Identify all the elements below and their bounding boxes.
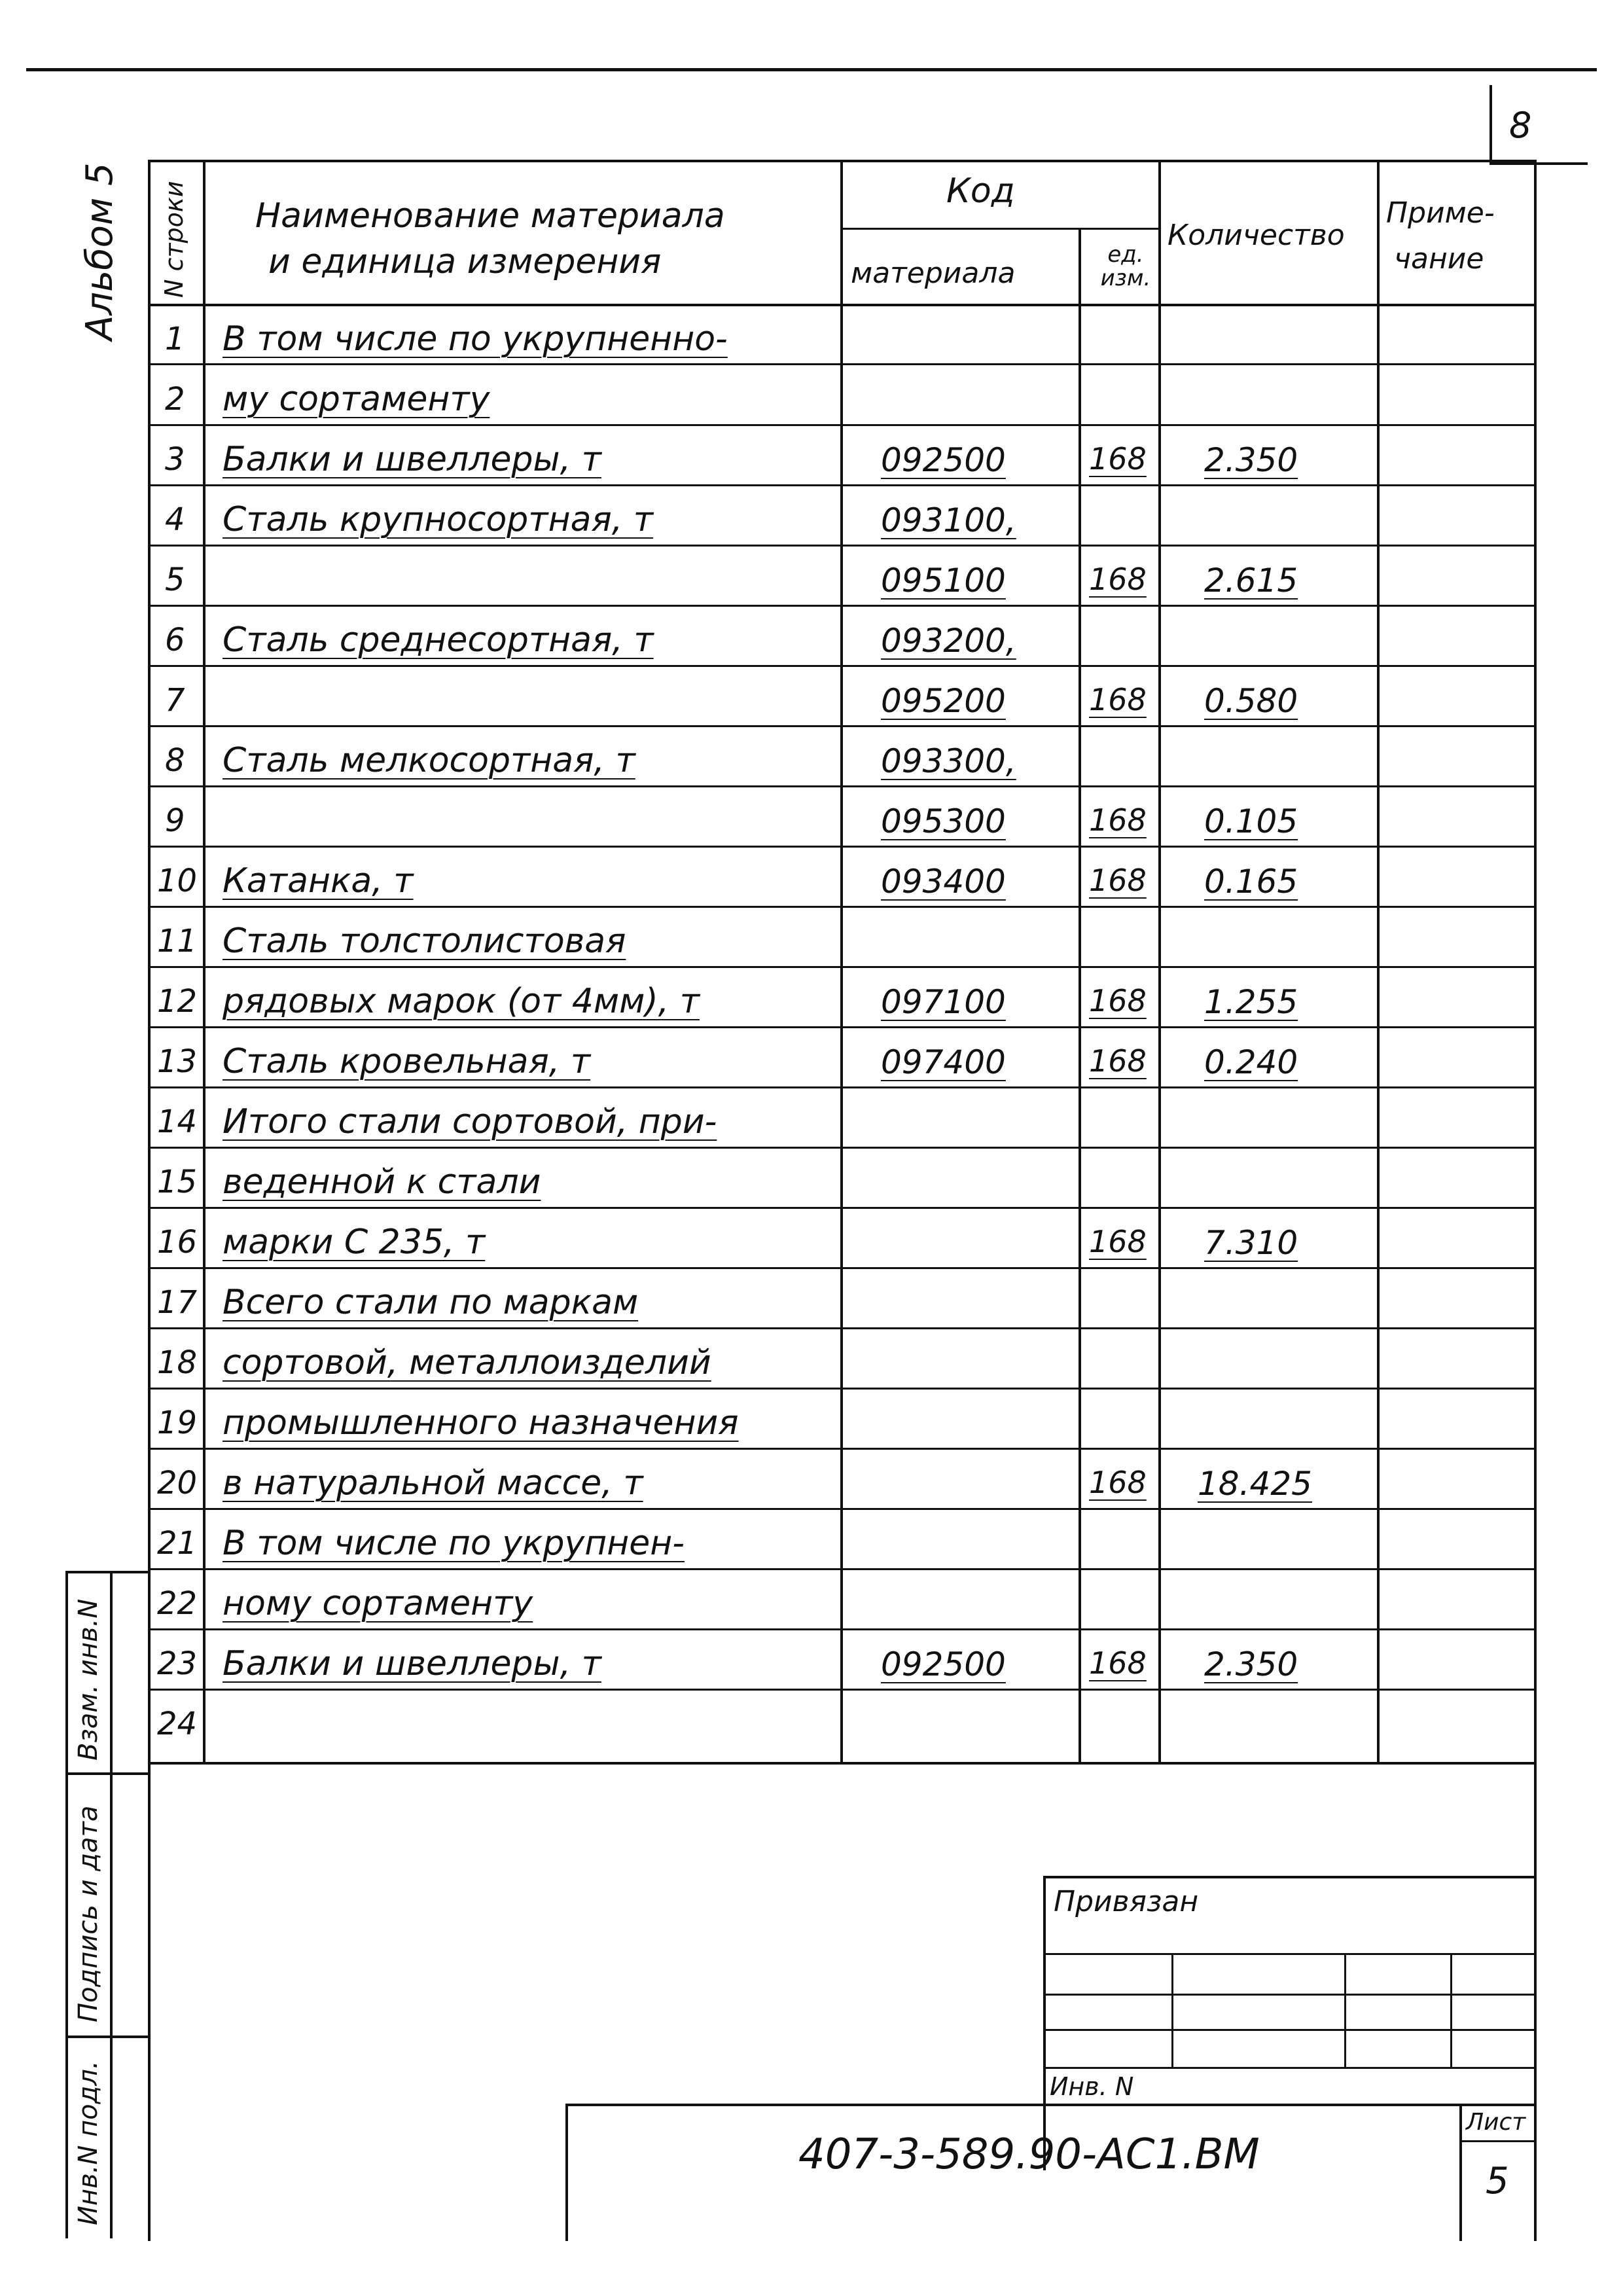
material-code: 093100, (881, 501, 1016, 539)
row-line (148, 1267, 1535, 1269)
row-line (148, 966, 1535, 968)
row-number: 14 (157, 1103, 198, 1140)
material-name: марки С 235, т (223, 1223, 486, 1262)
row-line (148, 665, 1535, 667)
material-code: 092500 (881, 441, 1006, 479)
side-podpis-data: Подпись и дата (73, 1805, 103, 2022)
privyazan-col1 (1171, 1953, 1173, 2067)
unit-code: 168 (1089, 1465, 1147, 1500)
row-number: 18 (157, 1344, 198, 1381)
material-name: рядовых марок (от 4мм), т (223, 982, 700, 1021)
quantity-value: 0.580 (1204, 682, 1298, 720)
quantity-value: 18.425 (1198, 1465, 1312, 1503)
top-rule (26, 68, 1597, 71)
header-code: Код (946, 171, 1015, 211)
row-line (148, 1388, 1535, 1390)
header-code-unit-line2: изм. (1100, 265, 1151, 291)
sheet-number: 5 (1486, 2160, 1509, 2202)
material-name: В том числе по укрупненно- (223, 319, 728, 359)
table-left-border (148, 160, 151, 2241)
unit-code: 168 (1089, 983, 1147, 1018)
row-number: 17 (157, 1284, 198, 1321)
material-code: 092500 (881, 1645, 1006, 1683)
privyazan-line4 (1043, 2067, 1535, 2069)
row-line (148, 1508, 1535, 1510)
row-line (148, 1207, 1535, 1209)
row-line (148, 363, 1535, 365)
page-num-box-left (1489, 85, 1492, 164)
quantity-value: 0.105 (1204, 802, 1298, 840)
table-right-border (1534, 160, 1537, 2241)
material-name: Сталь крупносортная, т (223, 500, 654, 539)
row-line (148, 1026, 1535, 1028)
material-name: веденной к стали (223, 1162, 541, 1202)
row-number: 13 (157, 1043, 198, 1080)
side-stamp-inner (110, 1571, 113, 2238)
header-name-line2: и единица измерения (268, 242, 662, 281)
row-line (148, 1327, 1535, 1329)
unit-code: 168 (1089, 802, 1147, 838)
row-line (148, 1628, 1535, 1630)
unit-code: 168 (1089, 1645, 1147, 1681)
row-line (148, 725, 1535, 727)
material-name: Сталь мелкосортная, т (223, 741, 635, 780)
col-name-divider (840, 160, 843, 1763)
privyazan-left (1043, 1876, 1046, 2170)
row-number: 8 (165, 742, 185, 779)
material-code: 097100 (881, 983, 1006, 1021)
header-note-line1: Приме- (1386, 196, 1495, 230)
document-code: 407-3-589.90-АС1.ВМ (798, 2130, 1260, 2179)
row-line (148, 1086, 1535, 1088)
material-name: Всего стали по маркам (223, 1283, 639, 1322)
side-stamp-outer (65, 1571, 68, 2238)
page-num-box-bottom (1489, 162, 1588, 165)
row-number: 7 (165, 682, 185, 719)
row-number: 12 (157, 983, 198, 1020)
side-stamp-div1 (65, 1772, 149, 1775)
unit-code: 168 (1089, 1043, 1147, 1079)
row-number: 21 (157, 1525, 198, 1562)
header-code-unit-line1: ед. (1107, 242, 1144, 268)
material-name: му сортаменту (223, 380, 490, 419)
row-line (148, 785, 1535, 787)
row-line (148, 1147, 1535, 1149)
header-note-line2: чание (1394, 242, 1484, 276)
row-line (148, 1689, 1535, 1691)
row-number: 16 (157, 1224, 198, 1261)
material-code: 093400 (881, 863, 1006, 901)
side-stamp-div2 (65, 2036, 149, 2038)
row-number: 15 (157, 1164, 198, 1200)
material-name: ному сортаменту (223, 1584, 533, 1623)
row-line (148, 484, 1535, 486)
row-number: 9 (165, 802, 185, 839)
row-number: 6 (165, 622, 185, 658)
row-number: 20 (157, 1465, 198, 1501)
row-number: 22 (157, 1585, 198, 1622)
col-unit-divider (1158, 160, 1161, 1763)
material-code: 093300, (881, 742, 1016, 780)
header-name-line1: Наименование материала (255, 196, 725, 236)
quantity-value: 2.350 (1204, 1645, 1298, 1683)
title-block-left (565, 2104, 568, 2241)
row-number: 1 (165, 321, 185, 357)
table-bottom-line (148, 1762, 1535, 1765)
privyazan-line2 (1043, 1994, 1535, 1996)
material-code: 095200 (881, 682, 1006, 720)
sheet-label: Лист (1466, 2109, 1526, 2136)
title-block-sheet-divider (1459, 2104, 1462, 2241)
header-code-material: материала (851, 257, 1016, 290)
unit-code: 168 (1089, 1224, 1147, 1259)
unit-code: 168 (1089, 682, 1147, 717)
material-name: Итого стали сортовой, при- (223, 1102, 717, 1141)
material-code: 095100 (881, 562, 1006, 600)
material-name: Балки и швеллеры, т (223, 440, 601, 479)
row-line (148, 605, 1535, 607)
col-rownum-divider (203, 160, 205, 1763)
unit-code: 168 (1089, 562, 1147, 597)
row-number: 4 (165, 501, 185, 538)
row-number: 11 (157, 923, 198, 960)
row-line (148, 1448, 1535, 1450)
side-stamp-top (65, 1571, 149, 1573)
side-inv-podl: Инв.N подл. (73, 2060, 103, 2225)
privyazan-label: Привязан (1054, 1885, 1199, 1918)
material-name: В том числе по укрупнен- (223, 1524, 685, 1563)
material-name: сортовой, металлоизделий (223, 1343, 711, 1382)
material-code: 095300 (881, 802, 1006, 840)
privyazan-col3 (1450, 1953, 1452, 2067)
inv-n-label: Инв. N (1050, 2072, 1134, 2101)
row-number: 5 (165, 562, 185, 598)
col-code-divider (1079, 228, 1081, 1763)
privyazan-line1 (1043, 1953, 1535, 1955)
header-quantity: Количество (1168, 219, 1345, 252)
page-number: 8 (1509, 105, 1532, 146)
quantity-value: 0.165 (1204, 863, 1298, 901)
row-line (148, 424, 1535, 426)
header-row-no: N строки (160, 181, 188, 298)
row-line (148, 846, 1535, 848)
title-block-top (565, 2104, 1535, 2106)
title-block-sheet-line (1459, 2140, 1535, 2142)
privyazan-col2 (1344, 1953, 1346, 2067)
material-name: Балки и швеллеры, т (223, 1644, 601, 1683)
col-qty-divider (1377, 160, 1380, 1763)
row-line (148, 545, 1535, 547)
row-number: 2 (165, 381, 185, 418)
material-name: Сталь кровельная, т (223, 1042, 591, 1081)
side-vzam-inv: Взам. инв.N (73, 1598, 103, 1761)
quantity-value: 2.350 (1204, 441, 1298, 479)
quantity-value: 0.240 (1204, 1043, 1298, 1081)
material-name: Сталь толстолистовая (223, 922, 626, 961)
album-label: Альбом 5 (79, 162, 121, 340)
material-code: 097400 (881, 1043, 1006, 1081)
unit-code: 168 (1089, 863, 1147, 898)
row-number: 23 (157, 1645, 198, 1682)
material-name: в натуральной массе, т (223, 1463, 643, 1503)
row-line (148, 906, 1535, 908)
material-name: промышленного назначения (223, 1403, 739, 1443)
row-number: 3 (165, 441, 185, 478)
privyazan-line3 (1043, 2029, 1535, 2031)
material-code: 093200, (881, 622, 1016, 660)
row-line (148, 1568, 1535, 1570)
row-number: 10 (157, 863, 198, 899)
row-number: 24 (157, 1706, 198, 1742)
quantity-value: 1.255 (1204, 983, 1298, 1021)
privyazan-top (1043, 1876, 1535, 1878)
quantity-value: 2.615 (1204, 562, 1298, 600)
code-subheader-line (840, 228, 1160, 230)
row-number: 19 (157, 1405, 198, 1441)
material-name: Катанка, т (223, 861, 414, 901)
material-name: Сталь среднесортная, т (223, 620, 654, 660)
header-bottom-line (148, 304, 1535, 306)
quantity-value: 7.310 (1204, 1224, 1298, 1262)
unit-code: 168 (1089, 441, 1147, 476)
